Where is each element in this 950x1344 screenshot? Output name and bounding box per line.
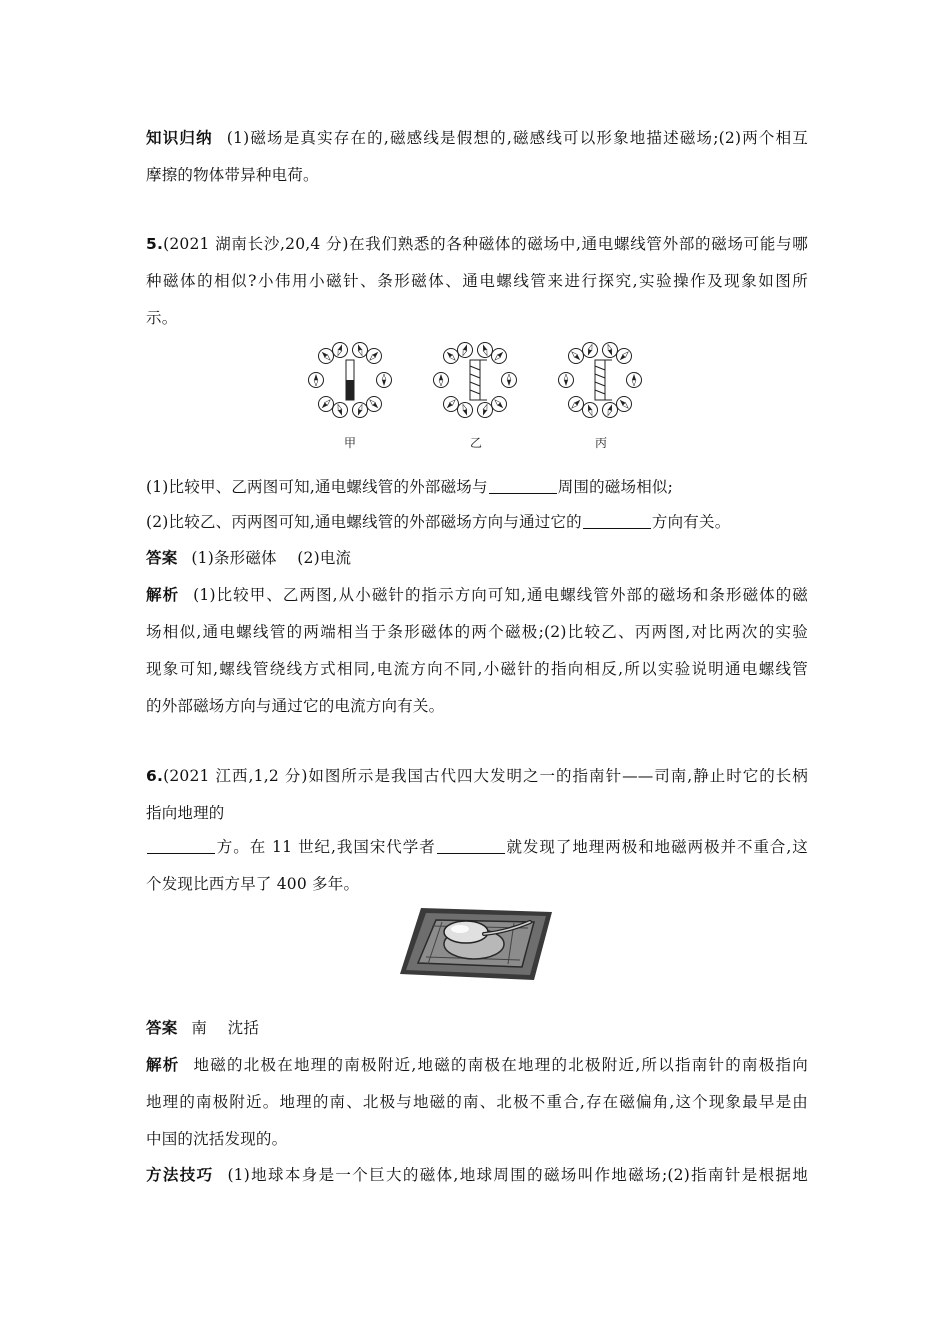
q6-stem-line-4: 个发现比西方早了 400 多年。 xyxy=(146,875,360,893)
method-tips-label: 方法技巧 xyxy=(146,1166,214,1184)
q6-stem-text-1: (2021 江西,1,2 分)如图所示是我国古代四大发明之一的指南针——司南,静止时它的长柄 xyxy=(163,767,808,785)
q5-figure xyxy=(300,342,660,422)
q6-stem-line-2: 指向地理的 xyxy=(146,804,225,822)
knowledge-summary-line-2: 摩擦的物体带异种电荷。 xyxy=(146,166,319,184)
q6-analysis-line-1 xyxy=(146,1055,808,1075)
q6-analysis-text-1: 地磁的北极在地理的南极附近,地磁的南极在地理的北极附近,所以指南针的南极指向 xyxy=(193,1056,808,1074)
q5-sub2-blank xyxy=(583,514,651,529)
figure-label-jia: 甲 xyxy=(344,436,357,450)
q6-analysis-label: 解析 xyxy=(146,1056,180,1074)
q5-stem-line-3: 示。 xyxy=(146,309,178,327)
q6-answer-text: 南 沈括 xyxy=(191,1019,260,1037)
q5-analysis-line-3: 现象可知,螺线管绕线方式相同,电流方向不同,小磁针的指向相反,所以实验说明通电螺线管 xyxy=(146,660,808,678)
q5-subquestion-2 xyxy=(146,512,808,532)
q5-stem-line-1 xyxy=(146,234,808,254)
q5-sub2-text-b: 方向有关。 xyxy=(651,513,731,531)
q5-analysis-line-4: 的外部磁场方向与通过它的电流方向有关。 xyxy=(146,697,445,715)
knowledge-summary-label: 知识归纳 xyxy=(146,129,213,147)
q5-sub2-text-a: (2)比较乙、丙两图可知,通电螺线管的外部磁场方向与通过它的 xyxy=(146,513,582,531)
q5-answer-text: (1)条形磁体 (2)电流 xyxy=(191,549,352,567)
figure-label-yi: 乙 xyxy=(470,436,483,450)
q6-blank-2 xyxy=(437,839,505,854)
q5-analysis-label: 解析 xyxy=(146,586,180,604)
q5-analysis-line-2: 场相似,通电螺线管的两端相当于条形磁体的两个磁极;(2)比较乙、丙两图,对比两次的实验 xyxy=(146,623,808,641)
q6-answer-line xyxy=(146,1018,808,1038)
q5-stem-text-1: (2021 湖南长沙,20,4 分)在我们熟悉的各种磁体的磁场中,通电螺线管外部的磁场可能与哪 xyxy=(163,235,808,253)
q6-analysis-line-3: 中国的沈括发现的。 xyxy=(146,1130,288,1148)
figure-label-bing: 丙 xyxy=(595,436,608,450)
sinan-image xyxy=(396,904,556,984)
figure-jia-group xyxy=(309,342,392,420)
q6-stem-text-3a: 方。在 11 世纪,我国宋代学者 xyxy=(216,838,436,856)
q5-answer-line xyxy=(146,548,808,568)
q6-answer-label: 答案 xyxy=(146,1019,178,1037)
q5-number: 5. xyxy=(146,235,164,253)
q6-stem-line-1 xyxy=(146,766,808,786)
q6-stem-line-3 xyxy=(146,837,808,857)
q5-sub1-text-b: 周围的磁场相似; xyxy=(557,478,674,496)
knowledge-summary-line-1 xyxy=(146,128,808,148)
method-tips-line-1 xyxy=(146,1165,808,1185)
q6-blank-1 xyxy=(147,839,215,854)
q5-sub1-text-a: (1)比较甲、乙两图可知,通电螺线管的外部磁场与 xyxy=(146,478,488,496)
figure-bing-group xyxy=(559,342,642,420)
q6-analysis-line-2: 地理的南极附近。地理的南、北极与地磁的南、北极不重合,存在磁偏角,这个现象最早是由 xyxy=(146,1093,808,1111)
q5-stem-line-2: 种磁体的相似?小伟用小磁针、条形磁体、通电螺线管来进行探究,实验操作及现象如图所 xyxy=(146,272,808,290)
q5-sub1-blank xyxy=(489,479,557,494)
q5-subquestion-1 xyxy=(146,477,808,497)
q5-analysis-line-1 xyxy=(146,585,808,605)
q6-number: 6. xyxy=(146,767,164,785)
q5-answer-label: 答案 xyxy=(146,549,178,567)
figure-yi-group xyxy=(434,342,517,420)
knowledge-summary-text-1: (1)磁场是真实存在的,磁感线是假想的,磁感线可以形象地描述磁场;(2)两个相互 xyxy=(226,129,808,147)
method-tips-text-1: (1)地球本身是一个巨大的磁体,地球周围的磁场叫作地磁场;(2)指南针是根据地 xyxy=(227,1166,808,1184)
q6-stem-text-3b: 就发现了地理两极和地磁两极并不重合,这 xyxy=(505,838,808,856)
q5-analysis-text-1: (1)比较甲、乙两图,从小磁针的指示方向可知,通电螺线管外部的磁场和条形磁体的磁 xyxy=(193,586,809,604)
